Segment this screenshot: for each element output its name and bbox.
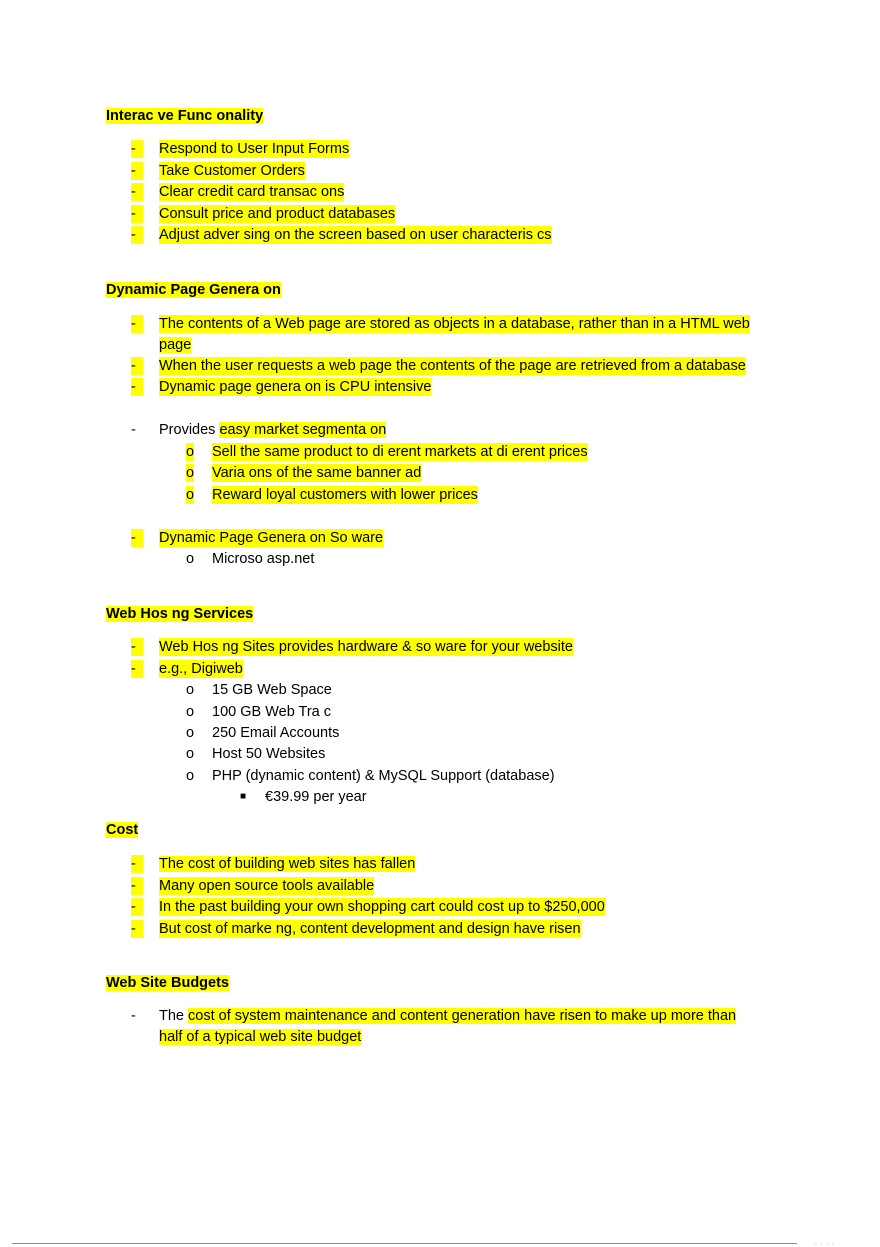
circle-bullet: o	[186, 725, 195, 741]
list-item-text: But cost of marke ng, content development and design have risen	[159, 921, 581, 937]
dash-bullet: -	[131, 638, 143, 656]
list-item-continuation: page	[159, 337, 192, 353]
list-item-text: Provides easy market segmenta on	[159, 422, 387, 438]
dash-bullet: -	[131, 183, 143, 201]
dash-bullet: -	[131, 877, 143, 895]
list-item-text: When the user requests a web page the contents of the page are retrieved from a database	[159, 358, 746, 374]
dash-bullet: -	[131, 357, 143, 375]
footer-decoration: ....	[815, 1240, 838, 1246]
sub-list-item-text: PHP (dynamic content) & MySQL Support (database)	[212, 768, 555, 784]
circle-bullet: o	[186, 746, 195, 762]
dash-bullet: -	[131, 315, 143, 333]
dash-bullet: -	[131, 205, 143, 223]
dash-bullet: -	[131, 162, 143, 180]
footer-rule	[12, 1243, 797, 1244]
list-item-text: Web Hos ng Sites provides hardware & so ware for your website	[159, 639, 573, 655]
dash-bullet: -	[131, 378, 143, 396]
sub-list-item-text: Microso asp.net	[212, 551, 315, 567]
sub-list-item-text: Reward loyal customers with lower prices	[212, 487, 478, 503]
list-item-text: Respond to User Input Forms	[159, 141, 350, 157]
sub-list-item-text: Sell the same product to di erent markets at di erent prices	[212, 444, 588, 460]
sub-list-item-text: 250 Email Accounts	[212, 725, 340, 741]
circle-bullet: o	[186, 465, 195, 481]
list-item-text: Take Customer Orders	[159, 163, 305, 179]
dash-bullet: -	[131, 422, 136, 438]
dash-bullet: -	[131, 140, 143, 158]
list-item-text: Consult price and product databases	[159, 206, 396, 222]
list-item-text: In the past building your own shopping cart could cost up to $250,000	[159, 899, 605, 915]
dash-bullet: -	[131, 226, 143, 244]
circle-bullet: o	[186, 682, 195, 698]
dash-bullet: -	[131, 529, 143, 547]
list-item-text: Clear credit card transac ons	[159, 184, 345, 200]
list-item-text: Many open source tools available	[159, 878, 375, 894]
sub-list-item-text: Varia ons of the same banner ad	[212, 465, 422, 481]
sub-list-item-text: 15 GB Web Space	[212, 682, 332, 698]
list-item-continuation: half of a typical web site budget	[159, 1029, 362, 1045]
circle-bullet: o	[186, 704, 195, 720]
list-item-text: The cost of system maintenance and content generation have risen to make up more than	[159, 1008, 737, 1024]
sub-list-item-text: Host 50 Websites	[212, 746, 326, 762]
sub-list-item-text: 100 GB Web Tra c	[212, 704, 332, 720]
list-item-text: Adjust adver sing on the screen based on user characteris cs	[159, 227, 552, 243]
dash-bullet: -	[131, 660, 143, 678]
list-item-text: The cost of building web sites has fallen	[159, 856, 416, 872]
heading-web-hosting-services: Web Hos ng Services	[106, 606, 254, 622]
heading-cost: Cost	[106, 822, 139, 838]
heading-web-site-budgets: Web Site Budgets	[106, 975, 229, 991]
list-item-text: e.g., Digiweb	[159, 661, 243, 677]
circle-bullet: o	[186, 768, 195, 784]
dash-bullet: -	[131, 1008, 136, 1024]
dash-bullet: -	[131, 920, 143, 938]
price-text: €39.99 per year	[265, 789, 367, 805]
circle-bullet: o	[186, 551, 195, 567]
heading-interactive-functionality: Interac ve Func onality	[106, 108, 264, 124]
square-bullet: ■	[240, 791, 247, 802]
list-item-text: The contents of a Web page are stored as objects in a database, rather than in a HTML web	[159, 316, 750, 332]
dash-bullet: -	[131, 855, 143, 873]
circle-bullet: o	[186, 487, 195, 503]
list-item-text: Dynamic page genera on is CPU intensive	[159, 379, 432, 395]
heading-dynamic-page-generation: Dynamic Page Genera on	[106, 282, 281, 298]
list-item-text: Dynamic Page Genera on So ware	[159, 530, 384, 546]
circle-bullet: o	[186, 444, 195, 460]
dash-bullet: -	[131, 898, 143, 916]
